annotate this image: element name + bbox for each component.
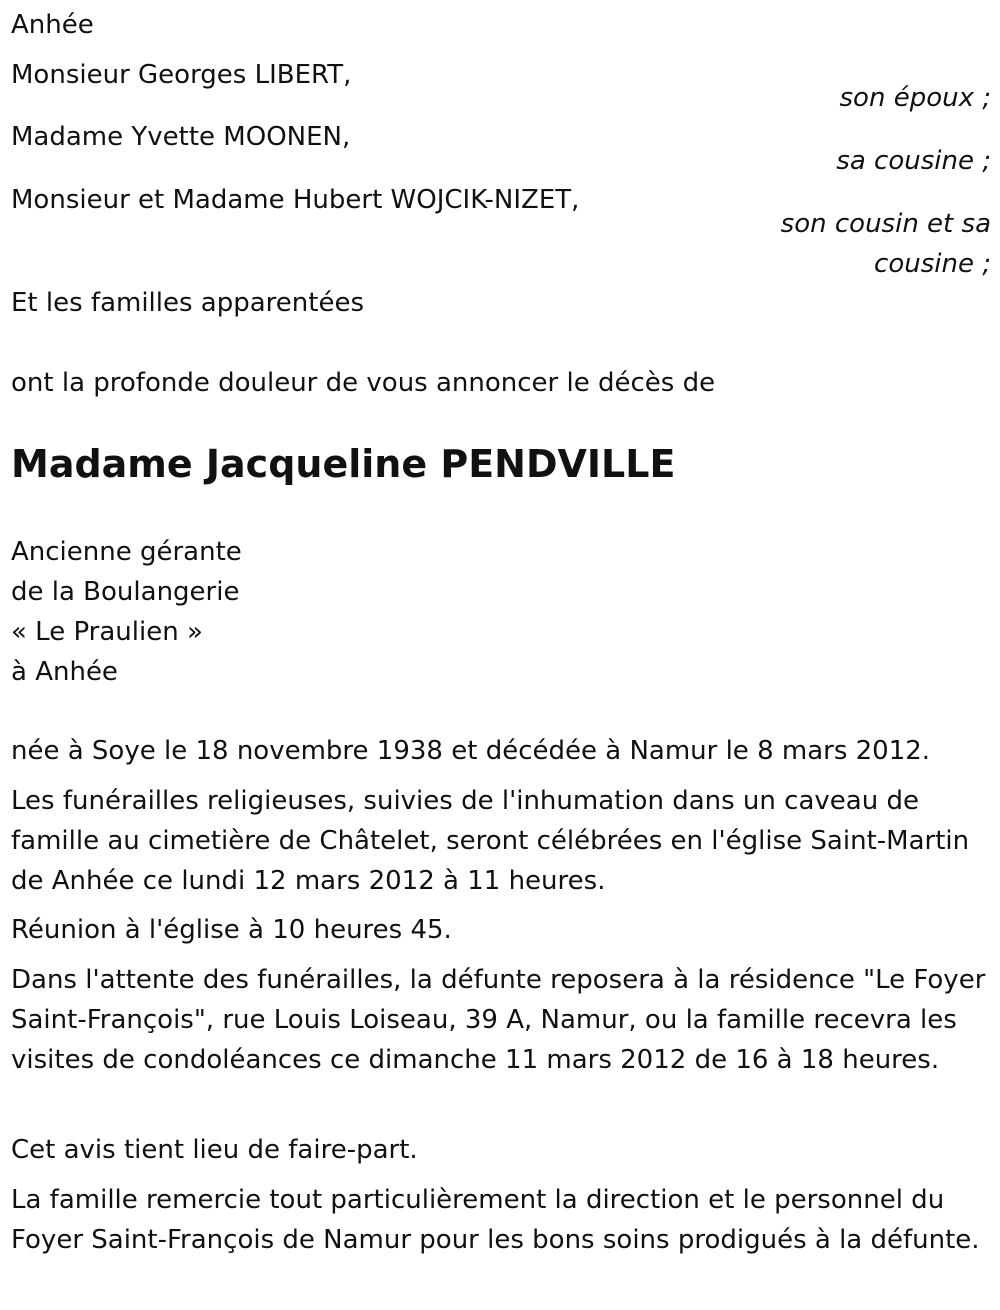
families-line: Et les familles apparentées (11, 288, 365, 318)
mourner-relation: son époux ; (839, 83, 991, 113)
visitation-paragraph: Dans l'attente des funérailles, la défunte reposera à la résidence "Le Foyer Saint-François", rue Louis Loiseau, 39 A, Namur, ou la famille recevra les visites de condoléances ce dimanche 11 mars 2012 de 16 à 18 heures. (11, 965, 986, 1075)
birth-death-paragraph: née à Soye le 18 novembre 1938 et décédée à Namur le 8 mars 2012. (11, 736, 931, 766)
mourner-relation: sa cousine ; (836, 146, 991, 176)
mourner-name: Madame Yvette MOONEN, (11, 122, 351, 152)
mourner-name: Monsieur Georges LIBERT, (11, 60, 352, 90)
thanks-paragraph: La famille remercie tout particulièrement la direction et le personnel du Foyer Saint-François de Namur pour les bons soins prodigués à la défunte. (11, 1185, 980, 1255)
occupation-line: de la Boulangerie (11, 577, 240, 607)
occupation-block (11, 532, 242, 692)
notice-paragraph: Cet avis tient lieu de faire-part. (11, 1135, 418, 1165)
meeting-paragraph: Réunion à l'église à 10 heures 45. (11, 915, 452, 945)
deceased-name: Madame Jacqueline PENDVILLE (11, 442, 676, 486)
mourner-name: Monsieur et Madame Hubert WOJCIK-NIZET, (11, 185, 580, 215)
occupation-line: Ancienne gérante (11, 537, 242, 567)
announcement-line: ont la profonde douleur de vous annoncer le décès de (11, 368, 716, 398)
mourner-relation: son cousin et sa cousine ; (780, 209, 991, 279)
location-header: Anhée (11, 10, 94, 40)
occupation-line: « Le Praulien » (11, 617, 203, 647)
funeral-paragraph: Les funérailles religieuses, suivies de l'inhumation dans un caveau de famille au cimetière de Châtelet, seront célébrées en l'église Saint-Martin de Anhée ce lundi 12 mars 2012 à 11 heures. (11, 786, 970, 896)
occupation-line: à Anhée (11, 657, 118, 687)
